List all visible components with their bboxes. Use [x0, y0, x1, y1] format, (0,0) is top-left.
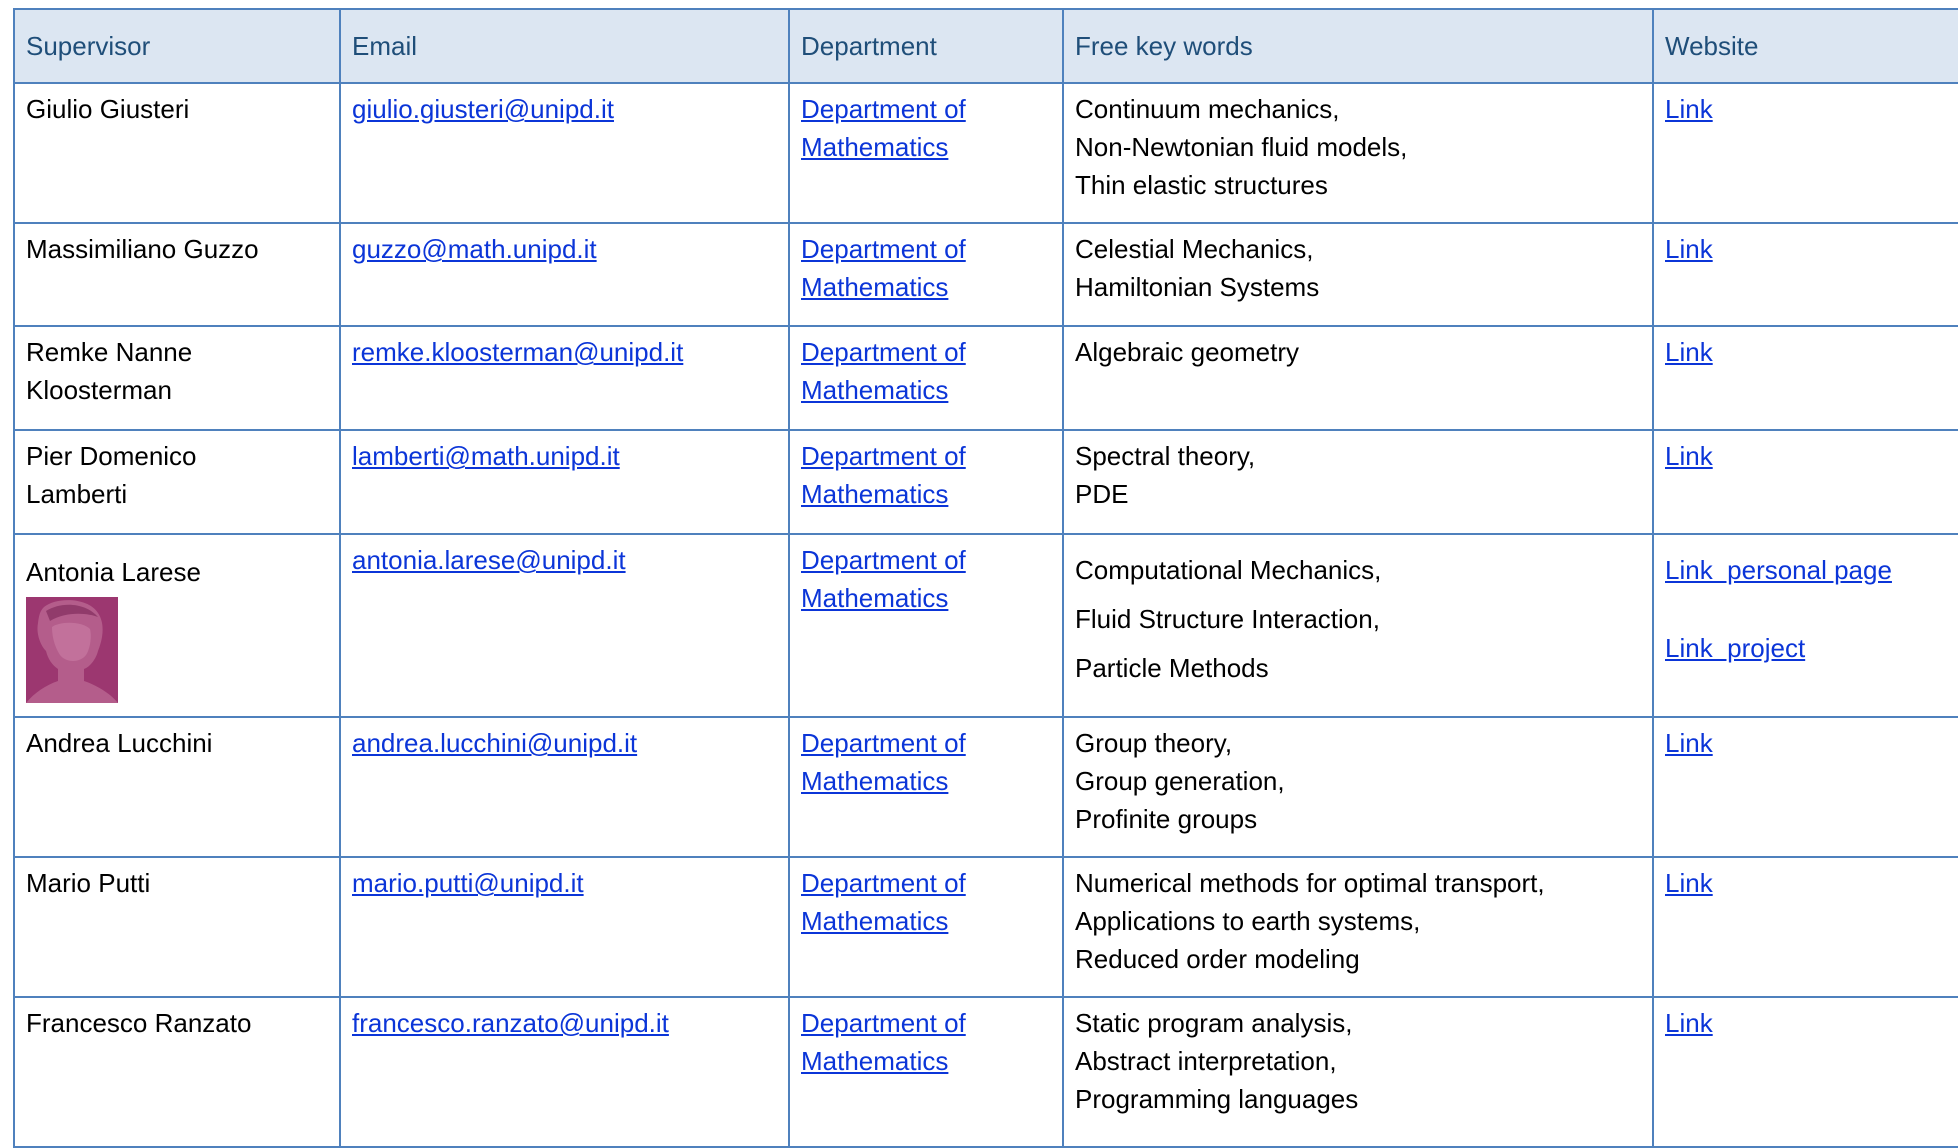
supervisors-table: [13, 8, 1958, 1148]
table-header-row: [14, 9, 1958, 83]
email-cell: [340, 223, 789, 326]
supervisor-cell: [14, 534, 340, 717]
table-row: [14, 997, 1958, 1147]
supervisor-name: Mario Putti: [26, 868, 151, 898]
keyword: Spectral theory,: [1075, 441, 1256, 471]
supervisor-cell: [14, 223, 340, 326]
website-link[interactable]: Link: [1665, 441, 1713, 471]
keywords-cell: [1063, 83, 1653, 223]
website-cell: [1653, 717, 1958, 857]
keyword: Programming languages: [1075, 1084, 1359, 1114]
department-cell: [789, 534, 1063, 717]
keyword: PDE: [1075, 479, 1129, 509]
department-cell: [789, 997, 1063, 1147]
website-link[interactable]: Link: [1665, 337, 1713, 367]
website-link[interactable]: Link: [1665, 94, 1713, 124]
keyword: Group theory,: [1075, 728, 1233, 758]
department-cell: [789, 326, 1063, 430]
keywords-cell: [1063, 997, 1653, 1147]
portrait-photo-image: [26, 597, 118, 703]
supervisor-cell: [14, 83, 340, 223]
keyword: Thin elastic structures: [1075, 170, 1328, 200]
supervisor-name: Pier Domenico: [26, 441, 197, 471]
department-link[interactable]: Department of Mathematics: [801, 545, 966, 613]
supervisor-cell: [14, 430, 340, 534]
keywords-cell: [1063, 857, 1653, 997]
keyword: Static program analysis,: [1075, 1008, 1353, 1038]
supervisor-cell: [14, 997, 340, 1147]
keywords-cell: [1063, 430, 1653, 534]
supervisor-name: Giulio Giusteri: [26, 94, 190, 124]
keyword: Numerical methods for optimal transport,: [1075, 868, 1545, 898]
email-cell: [340, 997, 789, 1147]
website-link[interactable]: Link: [1665, 728, 1713, 758]
table-row: [14, 326, 1958, 430]
website-link[interactable]: Link: [1665, 868, 1713, 898]
department-cell: [789, 857, 1063, 997]
table-row: [14, 857, 1958, 997]
email-link[interactable]: guzzo@math.unipd.it: [352, 234, 597, 264]
email-link[interactable]: remke.kloosterman@unipd.it: [352, 337, 684, 367]
keyword: Abstract interpretation,: [1075, 1046, 1337, 1076]
supervisor-name: Andrea Lucchini: [26, 728, 213, 758]
supervisor-cell: [14, 857, 340, 997]
keyword: Computational Mechanics,: [1075, 555, 1382, 585]
supervisor-name: Massimiliano Guzzo: [26, 234, 259, 264]
table-row: [14, 223, 1958, 326]
email-cell: [340, 717, 789, 857]
email-link[interactable]: andrea.lucchini@unipd.it: [352, 728, 638, 758]
website-link[interactable]: Link: [1665, 234, 1713, 264]
supervisors-table-container: [13, 8, 1958, 1148]
email-cell: [340, 534, 789, 717]
website-cell: [1653, 997, 1958, 1147]
department-link[interactable]: Department of Mathematics: [801, 728, 966, 796]
email-cell: [340, 326, 789, 430]
department-cell: [789, 83, 1063, 223]
website-cell: [1653, 430, 1958, 534]
department-link[interactable]: Department of Mathematics: [801, 868, 966, 936]
website-link[interactable]: Link: [1665, 1008, 1713, 1038]
keywords-cell: [1063, 326, 1653, 430]
supervisor-cell: [14, 326, 340, 430]
department-link[interactable]: Department of Mathematics: [801, 1008, 966, 1076]
keyword: Profinite groups: [1075, 804, 1258, 834]
department-link[interactable]: Department of Mathematics: [801, 94, 966, 162]
email-cell: [340, 857, 789, 997]
header-website: Website: [1653, 9, 1958, 83]
table-row: [14, 534, 1958, 717]
keyword: Continuum mechanics,: [1075, 94, 1340, 124]
department-cell: [789, 223, 1063, 326]
portrait-photo: [26, 597, 118, 703]
email-link[interactable]: francesco.ranzato@unipd.it: [352, 1008, 669, 1038]
keyword: Reduced order modeling: [1075, 944, 1360, 974]
website-link-project[interactable]: Link project: [1665, 633, 1806, 663]
supervisor-cell: [14, 717, 340, 857]
header-supervisor: Supervisor: [14, 9, 340, 83]
email-link[interactable]: antonia.larese@unipd.it: [352, 545, 626, 575]
email-cell: [340, 430, 789, 534]
keyword: Celestial Mechanics,: [1075, 234, 1314, 264]
website-cell: [1653, 223, 1958, 326]
supervisor-name: Remke Nanne: [26, 337, 193, 367]
department-link[interactable]: Department of Mathematics: [801, 441, 966, 509]
email-link[interactable]: lamberti@math.unipd.it: [352, 441, 620, 471]
table-row: [14, 83, 1958, 223]
website-cell: [1653, 326, 1958, 430]
keywords-cell: [1063, 223, 1653, 326]
keyword: Fluid Structure Interaction,: [1075, 604, 1380, 634]
header-email: Email: [340, 9, 789, 83]
department-link[interactable]: Department of Mathematics: [801, 234, 966, 302]
supervisor-name: Kloosterman: [26, 375, 172, 405]
supervisor-name: Lamberti: [26, 479, 128, 509]
keywords-cell: [1063, 717, 1653, 857]
header-department: Department: [789, 9, 1063, 83]
keywords-cell: [1063, 534, 1653, 717]
keyword: Applications to earth systems,: [1075, 906, 1421, 936]
keyword: Particle Methods: [1075, 653, 1269, 683]
website-link-personal-page[interactable]: Link personal page: [1665, 555, 1892, 585]
website-cell: [1653, 534, 1958, 717]
email-link[interactable]: mario.putti@unipd.it: [352, 868, 584, 898]
keyword: Algebraic geometry: [1075, 337, 1299, 367]
table-row: [14, 717, 1958, 857]
keyword: Group generation,: [1075, 766, 1285, 796]
department-cell: [789, 430, 1063, 534]
department-cell: [789, 717, 1063, 857]
supervisor-name: Francesco Ranzato: [26, 1008, 252, 1038]
department-link[interactable]: Department of Mathematics: [801, 337, 966, 405]
keyword: Hamiltonian Systems: [1075, 272, 1320, 302]
website-cell: [1653, 83, 1958, 223]
header-free-key-words: Free key words: [1063, 9, 1653, 83]
website-cell: [1653, 857, 1958, 997]
supervisor-name: Antonia Larese: [26, 557, 201, 587]
email-link[interactable]: giulio.giusteri@unipd.it: [352, 94, 614, 124]
keyword: Non-Newtonian fluid models,: [1075, 132, 1408, 162]
table-row: [14, 430, 1958, 534]
email-cell: [340, 83, 789, 223]
